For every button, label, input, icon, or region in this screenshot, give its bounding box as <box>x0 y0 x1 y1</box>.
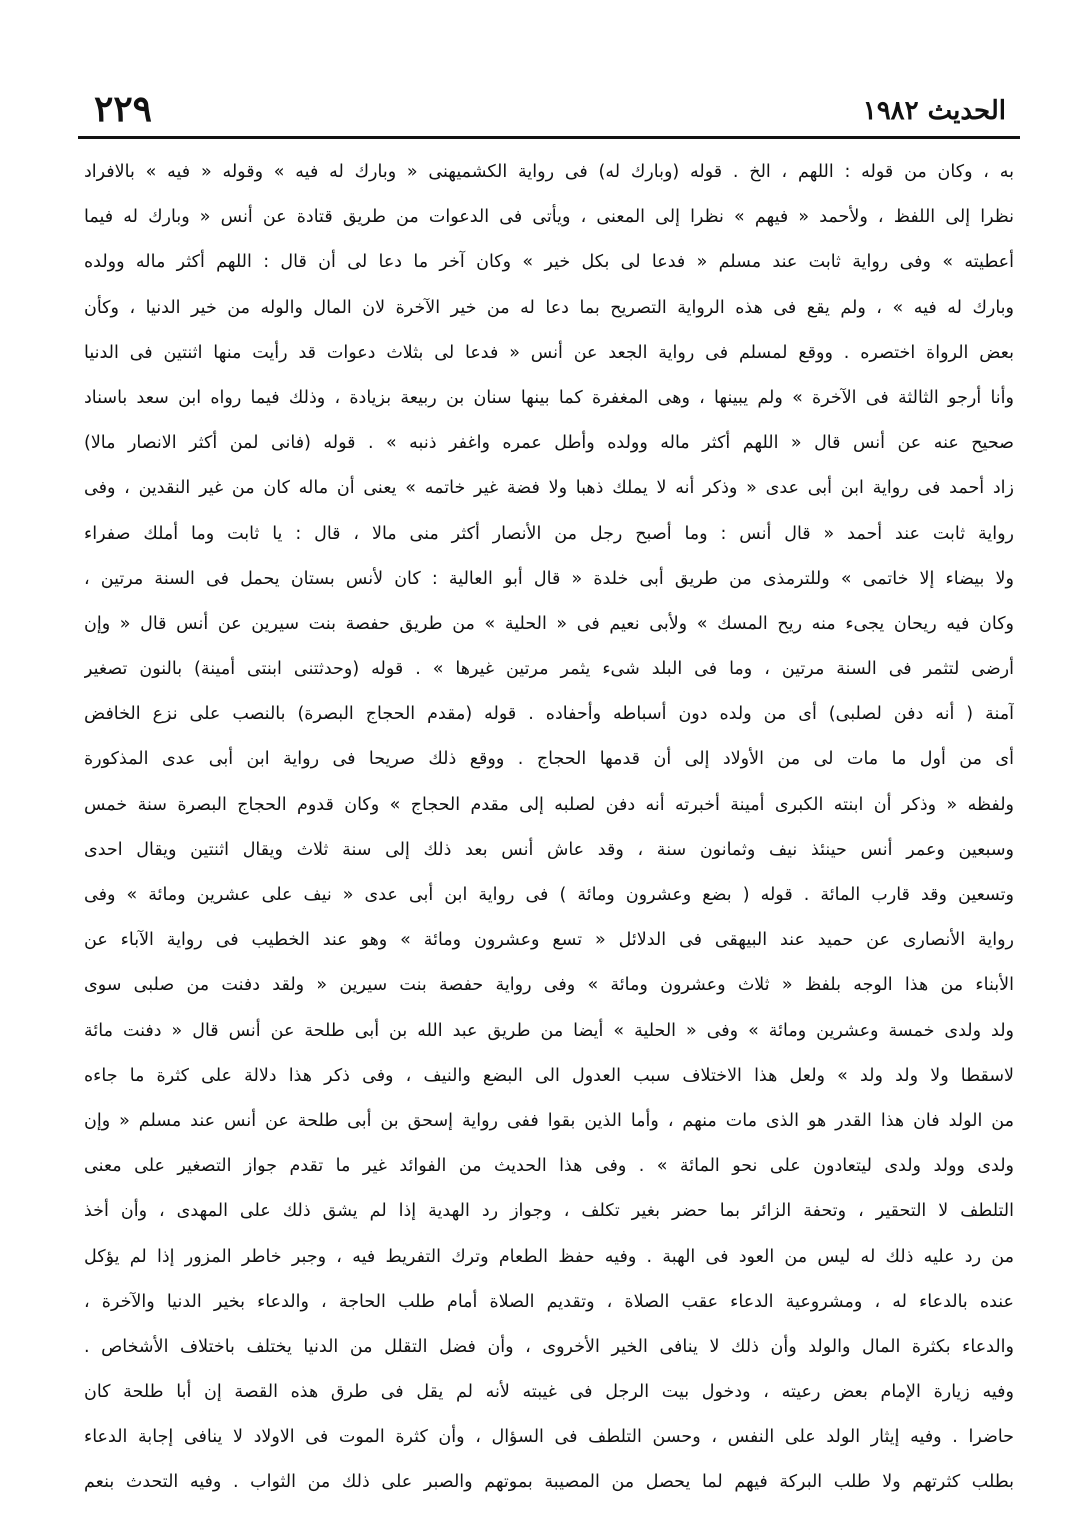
text-line: زاد أحمد فى رواية ابن أبى عدى « وذكر أنه لا يملك ذهبا ولا فضة غير خاتمه » يعنى أن ماله كان من غير النقدين ، وفى <box>84 478 1014 499</box>
text-line: رواية ثابت عند أحمد « قال أنس : وما أصبح رجل من الأنصار أكثر منى مالا ، قال : يا ثابت وما أملك صفراء <box>84 523 1014 544</box>
text-line: أعطيته » وفى رواية ثابت عند مسلم « فدعا لى بكل خير » وكان آخر ما دعا لى أن قال : اللهم أكثر ماله وولده <box>84 252 1014 273</box>
text-line: ولدى وولد ولدى ليتعادون على نحو المائة » . وفى هذا الحديث من الفوائد غير ما تقدم جواز التصغير على معنى <box>84 1156 1014 1177</box>
text-line: وبارك له فيه » ، ولم يقع فى هذه الرواية التصريح بما دعا له من خير الآخرة لان المال والوله من خير الدنيا ، وكأن <box>84 297 1014 318</box>
page-header <box>78 88 1020 134</box>
text-line: عنده بالدعاء له ، ومشروعية الدعاء عقب الصلاة ، وتقديم الصلاة أمام طلب الحاجة ، والدعاء بخير الدنيا والآخرة ، <box>84 1291 1014 1312</box>
header-rule <box>78 136 1020 139</box>
text-line: أى من أول ما مات لى من الأولاد إلى أن قدمها الحجاج . ووقع ذلك صريحا فى رواية ابن أبى عدى المذكورة <box>84 749 1014 770</box>
body-text <box>84 150 1014 1506</box>
text-line: من الولد فان هذا القدر هو الذى مات منهم ، وأما الذين بقوا ففى رواية إسحق بن أبى طلحة عن أنس عند مسلم « وإن <box>84 1110 1014 1131</box>
text-line: ولد ولدى خمسة وعشرين ومائة » وفى « الحلية » أيضا من طريق عبد الله بن أبى طلحة عن أنس قال « دفنت مائة <box>84 1020 1014 1041</box>
text-line: من رد عليه ذلك له ليس من العود فى الهبة . وفيه حفظ الطعام وترك التفريط فيه ، وجبر خاطر المزور إذا لم يؤكل <box>84 1246 1014 1267</box>
text-line: أرضى لتثمر فى السنة مرتين ، وما فى البلد شىء يثمر مرتين غيرها » . قوله (وحدثتنى ابنتى أمينة) بالنون تصغير <box>84 659 1014 680</box>
text-line: حاضرا . وفيه إيثار الولد على النفس ، وحسن التلطف فى السؤال ، وأن كثرة الموت فى الاولاد لا ينافى إجابة الدعاء <box>84 1427 1014 1448</box>
text-line: وكان فيه ريحان يجىء منه ريح المسك » ولأبى نعيم فى « الحلية » من طريق حفصة بنت سيرين عن أنس قال « وإن <box>84 613 1014 634</box>
text-line: وفيه زيارة الإمام بعض رعيته ، ودخول بيت الرجل فى غيبته لأنه لم يقل فى طرق هذه القصة إن أبا طلحة كان <box>84 1382 1014 1403</box>
text-line: صحيح عنه عن أنس قال « اللهم أكثر ماله وولده وأطل عمره واغفر ذنبه » . قوله (فانى لمن أكثر الانصار مالا) <box>84 433 1014 454</box>
text-line: لاسقطا ولا ولد ولد » ولعل هذا الاختلاف سبب العدول الى البضع والنيف ، وفى ذكر هذا دلالة على كثرة ما جاءه <box>84 1065 1014 1086</box>
text-line: وتسعين وقد قارب المائة . قوله ( بضع وعشرون ومائة ) فى رواية ابن أبى عدى « نيف على عشرين ومائة » وفى <box>84 885 1014 905</box>
text-line: بعض الرواة اختصره . ووقع لمسلم فى رواية الجعد عن أنس « فدعا لى بثلاث دعوات قد رأيت منها اثنتين فى الدنيا <box>84 342 1014 363</box>
text-line: ولا بيضاء إلا خاتمى » وللترمذى من طريق أبى خلدة « قال أبو العالية : كان لأنس بستان يحمل فى السنة مرتين ، <box>84 568 1014 589</box>
text-line: بطلب كثرتهم ولا طلب البركة فيهم لما يحصل من المصيبة بموتهم والصبر على ذلك من الثواب . وفيه التحدث بنعم <box>84 1472 1014 1493</box>
text-line: الأبناء من هذا الوجه بلفظ « ثلاث وعشرون ومائة » وفى رواية حفصة بنت سيرين « ولقد دفنت من صلبى سوى <box>84 975 1014 996</box>
book-page <box>78 88 1020 1508</box>
page-number: ٢٢٩ <box>94 88 153 130</box>
text-line: وأنا أرجو الثالثة فى الآخرة » ولم يبينها ، وهى المغفرة كما بينها سنان بن ربيعة بزيادة ، وذلك فيما رواه ابن سعد باسناد <box>84 387 1014 408</box>
text-line: آمنة ( أنه دفن لصلبى) أى من ولده دون أسباطه وأحفاده . قوله (مقدم الحجاج البصرة) بالنصب على نزع الخافض <box>84 704 1014 725</box>
text-line: وسبعين وعمر أنس حينئذ نيف وثمانون سنة ، وقد عاش أنس بعد ذلك إلى سنة ثلاث ويقال اثنتين ويقال احدى <box>84 839 1014 860</box>
text-line: ولفظه « وذكر أن ابنته الكبرى أمينة أخبرته أنه دفن لصلبه إلى مقدم الحجاج » وكان قدوم الحجاج البصرة سنة خمس <box>84 794 1014 815</box>
text-line: والدعاء بكثرة المال والولد وأن ذلك لا ينافى الخير الأخروى ، وأن فضل التقلل من الدنيا يختلف باختلاف الأشخاص . <box>84 1336 1014 1357</box>
text-line: به ، وكان من قوله : اللهم ، الخ . قوله (وبارك له) فى رواية الكشميهنى « وبارك له فيه » وقوله « فيه » بالافراد <box>84 162 1014 182</box>
text-line: التلطف لا التحقير ، وتحفة الزائر بما حضر بغير تكلف ، وجواز رد الهدية إذا لم يشق ذلك على المهدى ، وأن أخذ <box>84 1201 1014 1222</box>
text-line: نظرا إلى اللفظ ، ولأحمد « فيهم » نظرا إلى المعنى ، ويأتى فى الدعوات من طريق قتادة عن أنس « وبارك له فيما <box>84 207 1014 228</box>
running-title: الحديث ١٩٨٢ <box>862 96 1006 126</box>
text-line: رواية الأنصارى عن حميد عند البيهقى فى الدلائل « تسع وعشرون ومائة » وهو عند الخطيب فى رواية الآباء عن <box>84 930 1014 951</box>
